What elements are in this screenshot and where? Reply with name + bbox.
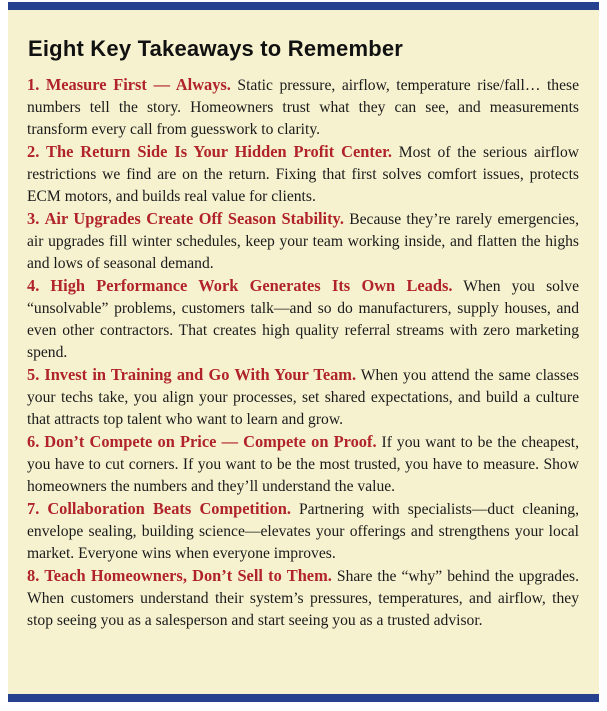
takeaway-item xyxy=(27,498,579,565)
item-number: 7. xyxy=(27,499,40,518)
item-heading: Don’t Compete on Price — Compete on Proof. xyxy=(44,432,377,451)
item-heading: Measure First — Always. xyxy=(45,75,231,94)
item-number: 4. xyxy=(27,276,40,295)
item-number: 5. xyxy=(27,365,40,384)
item-heading: Air Upgrades Create Off Season Stability. xyxy=(44,209,344,228)
item-number: 2. xyxy=(27,142,40,161)
item-heading: Teach Homeowners, Don’t Sell to Them. xyxy=(44,566,332,585)
takeaway-item xyxy=(27,565,579,632)
item-heading: Collaboration Beats Competition. xyxy=(47,499,291,518)
takeaways-box xyxy=(8,2,599,702)
item-heading: The Return Side Is Your Hidden Profit Center. xyxy=(46,142,392,161)
takeaway-item xyxy=(27,74,579,141)
takeaway-item xyxy=(27,275,579,364)
item-number: 3. xyxy=(27,209,40,228)
item-body: When you attend the same classes your techs take, you align your processes, set shared expectations, and build a culture that attracts top talent who want to learn and grow. xyxy=(27,367,579,428)
item-heading: Invest in Training and Go With Your Team. xyxy=(44,365,357,384)
item-body: Static pressure, airflow, temperature rise/fall… these numbers tell the story. Homeowners trust what they can see, and measurements transform every call from guesswork to clarity. xyxy=(27,77,579,138)
takeaway-item xyxy=(27,364,579,431)
takeaway-item xyxy=(27,208,579,275)
takeaway-item xyxy=(27,141,579,208)
item-body: Partnering with specialists—duct cleaning, envelope sealing, building science—elevates your offerings and strengthens your local market. Everyone wins when everyone improves. xyxy=(27,501,579,562)
item-body: Because they’re rarely emergencies, air upgrades fill winter schedules, keep your team working inside, and flatten the highs and lows of seasonal demand. xyxy=(27,211,579,272)
item-number: 8. xyxy=(27,566,40,585)
item-number: 6. xyxy=(27,432,40,451)
item-body: Share the “why” behind the upgrades. When customers understand their system’s pressures, temperatures, and airflow, they stop seeing you as a salesperson and start seeing you as a trusted advisor. xyxy=(27,568,579,629)
item-body: If you want to be the cheapest, you have to cut corners. If you want to be the most trusted, you have to measure. Show homeowners the numbers and they’ll understand the value. xyxy=(27,434,579,495)
takeaway-item xyxy=(27,431,579,498)
item-body: When you solve “unsolvable” problems, customers talk—and so do manufacturers, supply houses, and even other contractors. That creates high quality referral streams with zero marketing spend. xyxy=(27,278,579,361)
item-heading: High Performance Work Generates Its Own Leads. xyxy=(50,276,453,295)
box-title: Eight Key Takeaways to Remember xyxy=(28,36,404,61)
item-number: 1. xyxy=(27,75,40,94)
item-body: Most of the serious airflow restrictions we find are on the return. Fixing that first solves comfort issues, protects ECM motors, and builds real value for clients. xyxy=(27,144,579,205)
